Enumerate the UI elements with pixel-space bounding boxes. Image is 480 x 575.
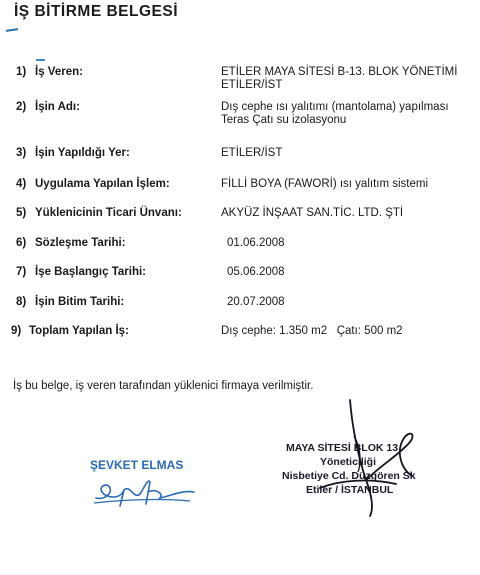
item-number: 3) <box>16 147 27 159</box>
item-number: 4) <box>16 178 27 190</box>
item-value: 05.06.2008 <box>227 266 285 278</box>
item-value: 01.06.2008 <box>227 237 285 249</box>
pen-mark <box>36 59 45 61</box>
signature-right <box>300 396 450 521</box>
item-label: Uygulama Yapılan İşlem: <box>35 178 170 190</box>
item-value: Dış cephe: 1.350 m2 Çatı: 500 m2 <box>221 325 403 337</box>
pen-mark <box>6 28 18 32</box>
stamp-line: MAYA SİTESİ BLOK 13 <box>286 442 399 454</box>
item-number: 8) <box>16 296 27 308</box>
item-number: 7) <box>16 266 27 278</box>
item-label: İşin Bitim Tarihi: <box>35 296 125 308</box>
signature-left <box>90 470 200 510</box>
document-title: İŞ BİTİRME BELGESİ <box>14 3 179 20</box>
item-value: Dış cephe ısı yalıtımı (mantolama) yapılması Teras Çatı su izolasyonu <box>221 101 449 126</box>
item-number: 1) <box>16 66 27 78</box>
item-value: ETİLER/İST <box>221 147 283 159</box>
item-label: İşin Yapıldığı Yer: <box>35 147 130 159</box>
footnote: İş bu belge, iş veren tarafından yüklenici firmaya verilmiştir. <box>13 380 314 392</box>
item-value: FİLLİ BOYA (FAWORİ) ısı yalıtım sistemi <box>221 178 429 190</box>
stamp-line: Nisbetiye Cd. Düzgören Sk <box>282 470 416 482</box>
item-label: İşin Adı: <box>35 101 80 113</box>
item-label: Toplam Yapılan İş: <box>29 325 129 337</box>
item-value: ETİLER MAYA SİTESİ B-13. BLOK YÖNETİMİ ETİLER/İST <box>221 66 458 91</box>
item-value: AKYÜZ İNŞAAT SAN.TİC. LTD. ŞTİ <box>221 207 404 219</box>
item-label: İş Veren: <box>35 66 83 78</box>
item-number: 6) <box>16 237 27 249</box>
item-value: 20.07.2008 <box>227 296 285 308</box>
item-label: Yüklenicinin Ticari Ünvanı: <box>35 207 182 219</box>
signatory-name: ŞEVKET ELMAS <box>90 458 184 472</box>
item-number: 5) <box>16 207 27 219</box>
item-label: İşe Başlangıç Tarihi: <box>35 266 146 278</box>
item-label: Sözleşme Tarihi: <box>35 237 126 249</box>
stamp-line: Etiler / İSTANBUL <box>306 484 394 496</box>
item-number: 9) <box>11 325 22 337</box>
stamp-line: Yöneticiliği <box>320 456 377 468</box>
item-number: 2) <box>16 101 27 113</box>
